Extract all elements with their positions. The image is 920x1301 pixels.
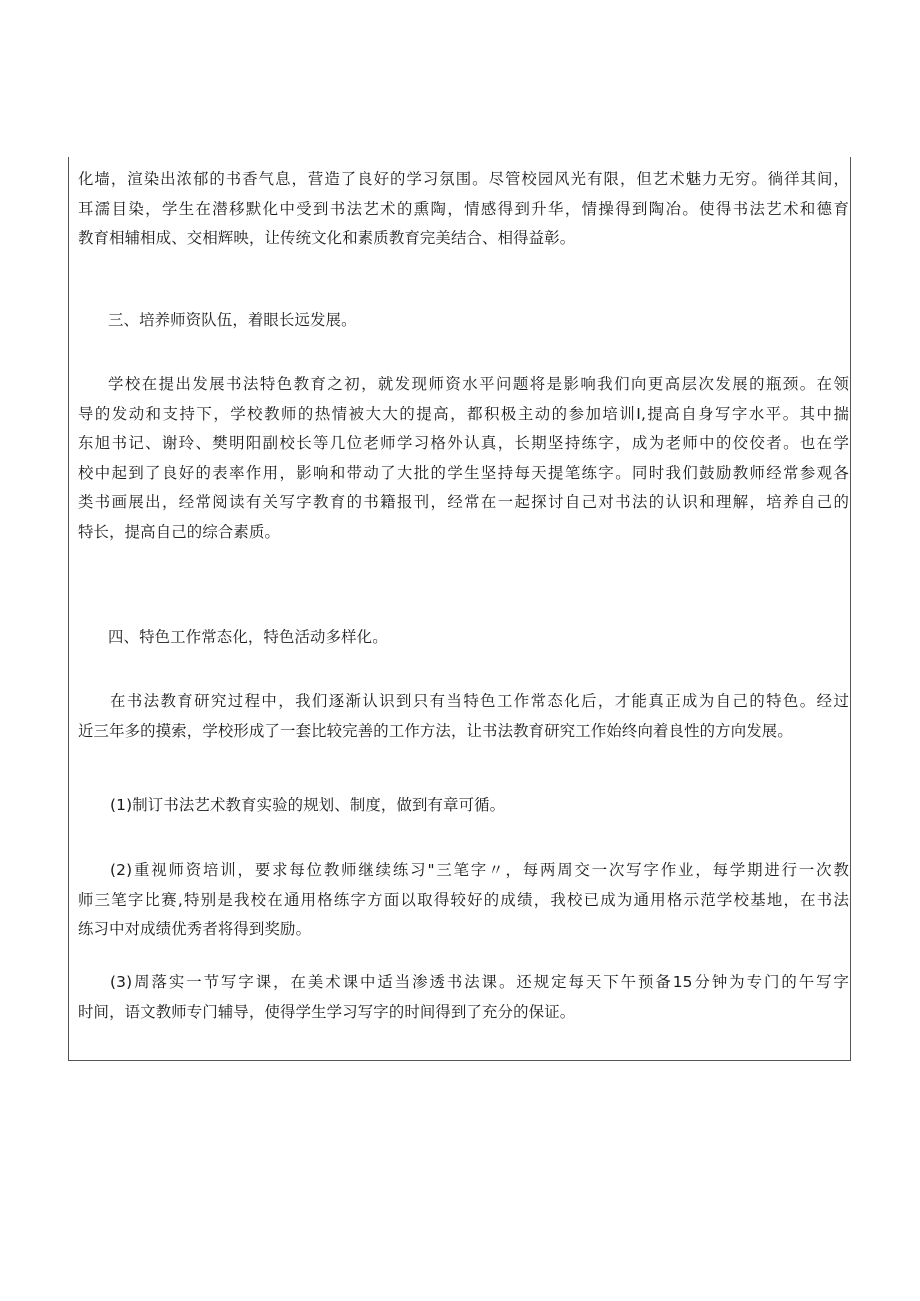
text-line: 时间，语文教师专门辅导，使得学生学习写字的时间得到了充分的保证。 — [78, 1002, 576, 1021]
text-line: 耳濡目染，学生在潜移默化中受到书法艺术的熏陶，情感得到升华，情操得到陶冶。使得书法艺术和德育 — [78, 199, 849, 218]
paragraph-normalization — [78, 687, 849, 746]
paragraph-teacher-training — [78, 370, 849, 547]
text-line: 师三笔字比赛,特别是我校在通用格练字方面以取得较好的成绩，我校已成为通用格示范学校基地，在书法 — [78, 890, 849, 909]
text-line: 校中起到了良好的表率作用，影响和带动了大批的学生坚持每天提笔练字。同时我们鼓励教师经常参观各 — [78, 463, 849, 482]
text-line: (3)周落实一节写字课，在美术课中适当渗透书法课。还规定每天下午预备15分钟为专门的午写字 — [110, 973, 849, 991]
list-item-2 — [78, 856, 849, 945]
heading-text: 三、培养师资队伍，着眼长远发展。 — [108, 311, 357, 329]
text-line: (1)制订书法艺术教育实验的规划、制度，做到有章可循。 — [110, 796, 506, 814]
list-item-1 — [78, 791, 849, 821]
section-heading-3 — [78, 306, 849, 336]
text-line: 在书法教育研究过程中，我们逐渐认识到只有当特色工作常态化后，才能真正成为自己的特色。经过 — [110, 692, 849, 710]
text-line: 东旭书记、谢玲、樊明阳副校长等几位老师学习格外认真，长期坚持练字，成为老师中的佼佼者。也在学 — [78, 434, 849, 452]
text-line: (2)重视师资培训，要求每位教师继续练习"三笔字〃，每两周交一次写字作业，每学期进行一次教 — [110, 861, 849, 879]
text-line: 近三年多的摸索，学校形成了一套比较完善的工作方法，让书法教育研究工作始终向着良性的方向发展。 — [78, 721, 793, 740]
text-line: 特长，提高自己的综合素质。 — [78, 522, 281, 541]
text-line: 导的发动和支持下，学校教师的热情被大大的提高，都积极主动的参加培训I,提高自身写字水平。其中揣 — [78, 404, 849, 423]
heading-text: 四、特色工作常态化，特色活动多样化。 — [108, 628, 388, 646]
text-line: 学校在提出发展书法特色教育之初，就发现师资水平问题将是影响我们向更高层次发展的瓶颈。在领 — [108, 375, 849, 393]
paragraph-culture — [78, 165, 849, 254]
section-heading-4 — [78, 623, 849, 653]
list-item-3 — [78, 968, 849, 1027]
text-line: 练习中对成绩优秀者将得到奖励。 — [78, 920, 312, 938]
text-line: 类书画展出，经常阅读有关写字教育的书籍报刊，经常在一起探讨自己对书法的认识和理解，培养自己的 — [78, 493, 849, 511]
text-line: 化墙，渲染出浓郁的书香气息，营造了良好的学习氛围。尽管校园风光有限，但艺术魅力无穷。徜徉其间， — [78, 170, 849, 188]
text-line: 教育相辅相成、交相辉映，让传统文化和素质教育完美结合、相得益彰。 — [78, 229, 576, 247]
